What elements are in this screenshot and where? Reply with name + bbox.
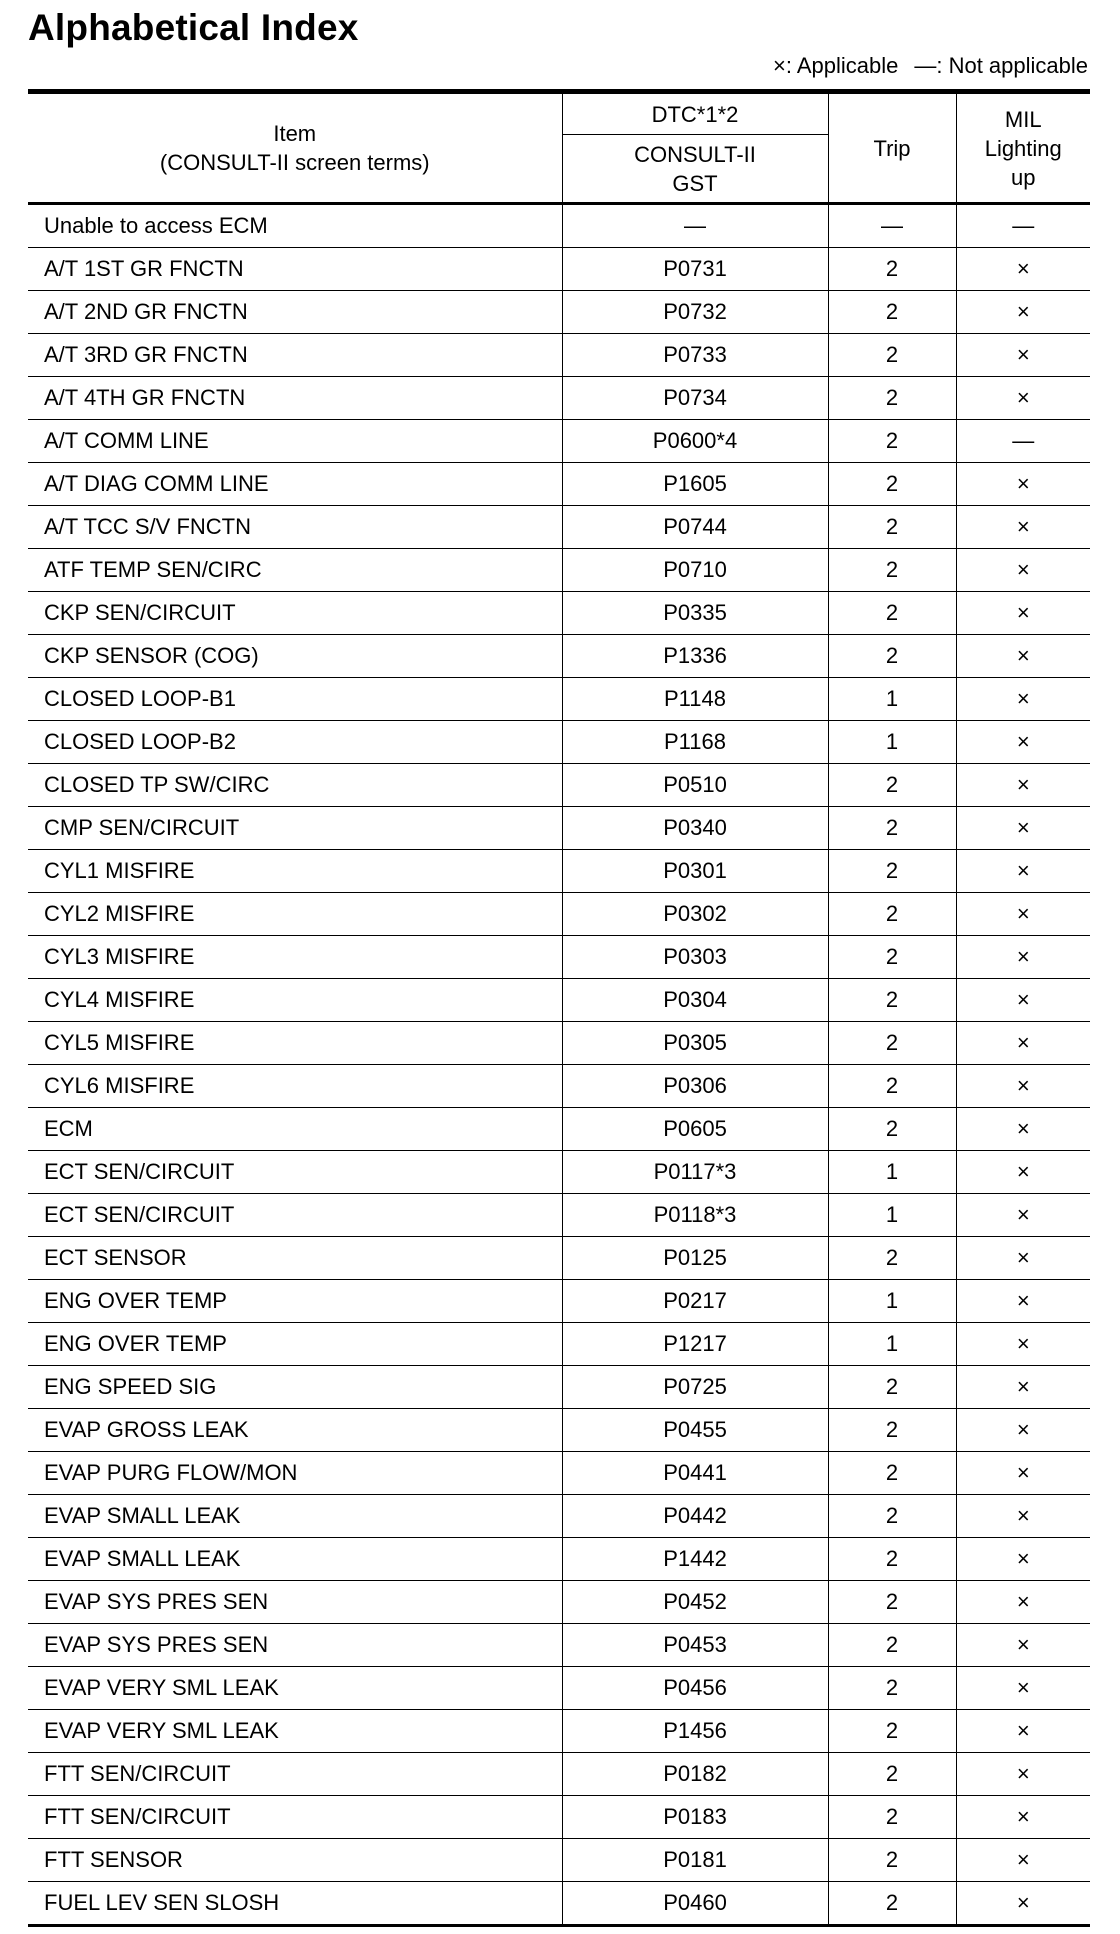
cell-trip: 2 <box>828 1495 956 1538</box>
cell-trip: 2 <box>828 1452 956 1495</box>
cell-dtc: P0710 <box>562 549 828 592</box>
cell-trip: 2 <box>828 979 956 1022</box>
cell-trip: 2 <box>828 1538 956 1581</box>
cell-mil: × <box>956 1409 1090 1452</box>
cell-dtc: P0305 <box>562 1022 828 1065</box>
legend-applicable: ×: Applicable <box>772 53 899 78</box>
table-row <box>28 1495 1090 1538</box>
cell-mil: × <box>956 1065 1090 1108</box>
legend-not-applicable: —: Not applicable <box>914 53 1088 78</box>
table-row <box>28 1409 1090 1452</box>
cell-mil: × <box>956 291 1090 334</box>
cell-dtc: P0181 <box>562 1839 828 1882</box>
cell-trip: 1 <box>828 1280 956 1323</box>
cell-trip: 2 <box>828 850 956 893</box>
column-header-consult-line1: CONSULT-II <box>634 141 756 167</box>
cell-dtc: P0731 <box>562 248 828 291</box>
cell-trip: 1 <box>828 1194 956 1237</box>
legend <box>773 52 1088 80</box>
cell-mil: — <box>956 420 1090 463</box>
cell-mil: × <box>956 1495 1090 1538</box>
table-row <box>28 1667 1090 1710</box>
column-header-consult-gst <box>562 135 828 204</box>
cell-mil: × <box>956 1452 1090 1495</box>
cell-dtc: P0452 <box>562 1581 828 1624</box>
cell-mil: × <box>956 1280 1090 1323</box>
table-row <box>28 678 1090 721</box>
cell-dtc: P0125 <box>562 1237 828 1280</box>
cell-mil: × <box>956 1194 1090 1237</box>
table-row <box>28 850 1090 893</box>
cell-item: EVAP SMALL LEAK <box>28 1538 562 1581</box>
table-row <box>28 334 1090 377</box>
cell-trip: 2 <box>828 1624 956 1667</box>
table-row <box>28 420 1090 463</box>
cell-trip: 2 <box>828 420 956 463</box>
table-row <box>28 1194 1090 1237</box>
table-row <box>28 1366 1090 1409</box>
table-row <box>28 248 1090 291</box>
column-header-dtc: DTC*1*2 <box>562 92 828 135</box>
cell-mil: × <box>956 248 1090 291</box>
cell-dtc: P1442 <box>562 1538 828 1581</box>
cell-dtc: P0725 <box>562 1366 828 1409</box>
cell-item: A/T DIAG COMM LINE <box>28 463 562 506</box>
cell-trip: 1 <box>828 1151 956 1194</box>
cell-dtc: P0217 <box>562 1280 828 1323</box>
cell-mil: × <box>956 334 1090 377</box>
cell-item: EVAP VERY SML LEAK <box>28 1710 562 1753</box>
cell-dtc: P0744 <box>562 506 828 549</box>
cell-mil: × <box>956 549 1090 592</box>
cell-dtc: P1148 <box>562 678 828 721</box>
cell-mil: × <box>956 721 1090 764</box>
index-table <box>28 89 1090 1927</box>
cell-dtc: P0304 <box>562 979 828 1022</box>
table-row <box>28 549 1090 592</box>
cell-trip: 2 <box>828 549 956 592</box>
cell-trip: 2 <box>828 1108 956 1151</box>
table-row <box>28 463 1090 506</box>
cell-mil: × <box>956 1581 1090 1624</box>
table-row <box>28 1796 1090 1839</box>
table-row <box>28 1882 1090 1926</box>
cell-item: CYL2 MISFIRE <box>28 893 562 936</box>
cell-item: ECT SEN/CIRCUIT <box>28 1151 562 1194</box>
cell-trip: 2 <box>828 1882 956 1926</box>
cell-dtc: P0442 <box>562 1495 828 1538</box>
cell-dtc: P0732 <box>562 291 828 334</box>
cell-dtc: P0441 <box>562 1452 828 1495</box>
cell-mil: × <box>956 1710 1090 1753</box>
column-header-mil <box>956 92 1090 204</box>
cell-dtc: P0460 <box>562 1882 828 1926</box>
table-row <box>28 377 1090 420</box>
cell-trip: 1 <box>828 678 956 721</box>
cell-trip: 2 <box>828 893 956 936</box>
cell-mil: × <box>956 1624 1090 1667</box>
cell-mil: × <box>956 506 1090 549</box>
table-row <box>28 1753 1090 1796</box>
cell-dtc: P0734 <box>562 377 828 420</box>
table-row <box>28 1452 1090 1495</box>
cell-mil: × <box>956 764 1090 807</box>
cell-dtc: P0335 <box>562 592 828 635</box>
table-row <box>28 1280 1090 1323</box>
cell-trip: 1 <box>828 721 956 764</box>
cell-dtc: P0183 <box>562 1796 828 1839</box>
cell-trip: 2 <box>828 1753 956 1796</box>
cell-trip: 2 <box>828 1366 956 1409</box>
cell-dtc: P0455 <box>562 1409 828 1452</box>
table-row <box>28 1108 1090 1151</box>
cell-trip: 2 <box>828 1667 956 1710</box>
cell-dtc: P0605 <box>562 1108 828 1151</box>
cell-trip: 2 <box>828 1409 956 1452</box>
cell-item: EVAP GROSS LEAK <box>28 1409 562 1452</box>
cell-trip: 2 <box>828 506 956 549</box>
cell-mil: × <box>956 1839 1090 1882</box>
table-row <box>28 807 1090 850</box>
cell-item: FTT SEN/CIRCUIT <box>28 1796 562 1839</box>
page-title: Alphabetical Index <box>28 7 359 48</box>
cell-trip: 2 <box>828 635 956 678</box>
cell-trip: 2 <box>828 592 956 635</box>
table-row <box>28 1839 1090 1882</box>
cell-item: EVAP VERY SML LEAK <box>28 1667 562 1710</box>
cell-mil: × <box>956 1796 1090 1839</box>
table-row <box>28 1065 1090 1108</box>
cell-item: A/T 1ST GR FNCTN <box>28 248 562 291</box>
cell-trip: 2 <box>828 1022 956 1065</box>
cell-trip: 2 <box>828 334 956 377</box>
cell-mil: × <box>956 807 1090 850</box>
cell-item: CYL6 MISFIRE <box>28 1065 562 1108</box>
cell-trip: 2 <box>828 1839 956 1882</box>
cell-dtc: P0510 <box>562 764 828 807</box>
cell-item: ENG OVER TEMP <box>28 1280 562 1323</box>
cell-item: A/T 4TH GR FNCTN <box>28 377 562 420</box>
cell-mil: — <box>956 204 1090 248</box>
cell-mil: × <box>956 635 1090 678</box>
table-row <box>28 893 1090 936</box>
cell-mil: × <box>956 1237 1090 1280</box>
cell-item: A/T COMM LINE <box>28 420 562 463</box>
cell-dtc: P0733 <box>562 334 828 377</box>
cell-item: CLOSED LOOP-B2 <box>28 721 562 764</box>
table-body <box>28 204 1090 1926</box>
cell-dtc: P0303 <box>562 936 828 979</box>
column-header-item-line2: (CONSULT-II screen terms) <box>159 150 430 175</box>
cell-item: FTT SENSOR <box>28 1839 562 1882</box>
table-row <box>28 1151 1090 1194</box>
cell-mil: × <box>956 1323 1090 1366</box>
cell-trip: — <box>828 204 956 248</box>
cell-item: ATF TEMP SEN/CIRC <box>28 549 562 592</box>
table-row <box>28 592 1090 635</box>
cell-mil: × <box>956 1366 1090 1409</box>
cell-item: CYL1 MISFIRE <box>28 850 562 893</box>
cell-dtc: P1168 <box>562 721 828 764</box>
cell-trip: 2 <box>828 377 956 420</box>
cell-trip: 2 <box>828 1710 956 1753</box>
cell-dtc: P0182 <box>562 1753 828 1796</box>
cell-mil: × <box>956 1667 1090 1710</box>
cell-item: EVAP SYS PRES SEN <box>28 1581 562 1624</box>
column-header-item <box>28 92 562 204</box>
cell-item: FUEL LEV SEN SLOSH <box>28 1882 562 1926</box>
cell-item: CMP SEN/CIRCUIT <box>28 807 562 850</box>
table-row <box>28 1538 1090 1581</box>
cell-dtc: P0340 <box>562 807 828 850</box>
cell-item: ECT SEN/CIRCUIT <box>28 1194 562 1237</box>
cell-item: CLOSED TP SW/CIRC <box>28 764 562 807</box>
column-header-mil-line2: Lighting <box>984 135 1062 161</box>
cell-mil: × <box>956 1022 1090 1065</box>
cell-dtc: — <box>562 204 828 248</box>
cell-mil: × <box>956 1108 1090 1151</box>
cell-item: CKP SENSOR (COG) <box>28 635 562 678</box>
cell-trip: 2 <box>828 1065 956 1108</box>
column-header-item-line1: Item <box>273 121 317 146</box>
cell-dtc: P0600*4 <box>562 420 828 463</box>
cell-item: ENG OVER TEMP <box>28 1323 562 1366</box>
cell-mil: × <box>956 893 1090 936</box>
cell-mil: × <box>956 592 1090 635</box>
cell-mil: × <box>956 850 1090 893</box>
table-row <box>28 979 1090 1022</box>
cell-item: CLOSED LOOP-B1 <box>28 678 562 721</box>
cell-item: CYL3 MISFIRE <box>28 936 562 979</box>
cell-dtc: P1605 <box>562 463 828 506</box>
cell-item: FTT SEN/CIRCUIT <box>28 1753 562 1796</box>
table-row <box>28 291 1090 334</box>
cell-mil: × <box>956 1882 1090 1926</box>
cell-dtc: P0301 <box>562 850 828 893</box>
table-row <box>28 1022 1090 1065</box>
cell-dtc: P0117*3 <box>562 1151 828 1194</box>
table-row <box>28 1710 1090 1753</box>
cell-item: A/T 2ND GR FNCTN <box>28 291 562 334</box>
cell-trip: 2 <box>828 807 956 850</box>
cell-dtc: P0118*3 <box>562 1194 828 1237</box>
cell-item: CYL4 MISFIRE <box>28 979 562 1022</box>
cell-item: CYL5 MISFIRE <box>28 1022 562 1065</box>
cell-trip: 1 <box>828 1323 956 1366</box>
column-header-trip: Trip <box>828 92 956 204</box>
cell-dtc: P0306 <box>562 1065 828 1108</box>
cell-trip: 2 <box>828 248 956 291</box>
cell-item: EVAP PURG FLOW/MON <box>28 1452 562 1495</box>
cell-dtc: P1456 <box>562 1710 828 1753</box>
cell-mil: × <box>956 377 1090 420</box>
table-header <box>28 92 1090 204</box>
cell-item: EVAP SYS PRES SEN <box>28 1624 562 1667</box>
cell-item: EVAP SMALL LEAK <box>28 1495 562 1538</box>
cell-mil: × <box>956 979 1090 1022</box>
cell-item: Unable to access ECM <box>28 204 562 248</box>
cell-trip: 2 <box>828 291 956 334</box>
cell-item: A/T 3RD GR FNCTN <box>28 334 562 377</box>
cell-dtc: P0302 <box>562 893 828 936</box>
cell-dtc: P1217 <box>562 1323 828 1366</box>
table-row <box>28 721 1090 764</box>
cell-mil: × <box>956 678 1090 721</box>
cell-dtc: P0453 <box>562 1624 828 1667</box>
table-row <box>28 1624 1090 1667</box>
cell-item: ECT SENSOR <box>28 1237 562 1280</box>
cell-item: CKP SEN/CIRCUIT <box>28 592 562 635</box>
table-row <box>28 1237 1090 1280</box>
column-header-mil-line3: up <box>1011 164 1036 190</box>
table-row <box>28 1581 1090 1624</box>
table-row <box>28 204 1090 248</box>
cell-item: A/T TCC S/V FNCTN <box>28 506 562 549</box>
cell-mil: × <box>956 1538 1090 1581</box>
column-header-mil-line1: MIL <box>1004 106 1042 132</box>
cell-mil: × <box>956 1753 1090 1796</box>
cell-mil: × <box>956 1151 1090 1194</box>
table-row <box>28 1323 1090 1366</box>
cell-trip: 2 <box>828 1796 956 1839</box>
cell-trip: 2 <box>828 1581 956 1624</box>
cell-mil: × <box>956 936 1090 979</box>
table-row <box>28 936 1090 979</box>
cell-dtc: P0456 <box>562 1667 828 1710</box>
table-row <box>28 506 1090 549</box>
cell-trip: 2 <box>828 764 956 807</box>
table-row <box>28 635 1090 678</box>
column-header-consult-line2: GST <box>672 170 718 196</box>
index-table-container <box>28 89 1090 1927</box>
cell-trip: 2 <box>828 1237 956 1280</box>
table-row <box>28 764 1090 807</box>
cell-trip: 2 <box>828 463 956 506</box>
cell-trip: 2 <box>828 936 956 979</box>
cell-item: ECM <box>28 1108 562 1151</box>
cell-item: ENG SPEED SIG <box>28 1366 562 1409</box>
cell-dtc: P1336 <box>562 635 828 678</box>
cell-mil: × <box>956 463 1090 506</box>
